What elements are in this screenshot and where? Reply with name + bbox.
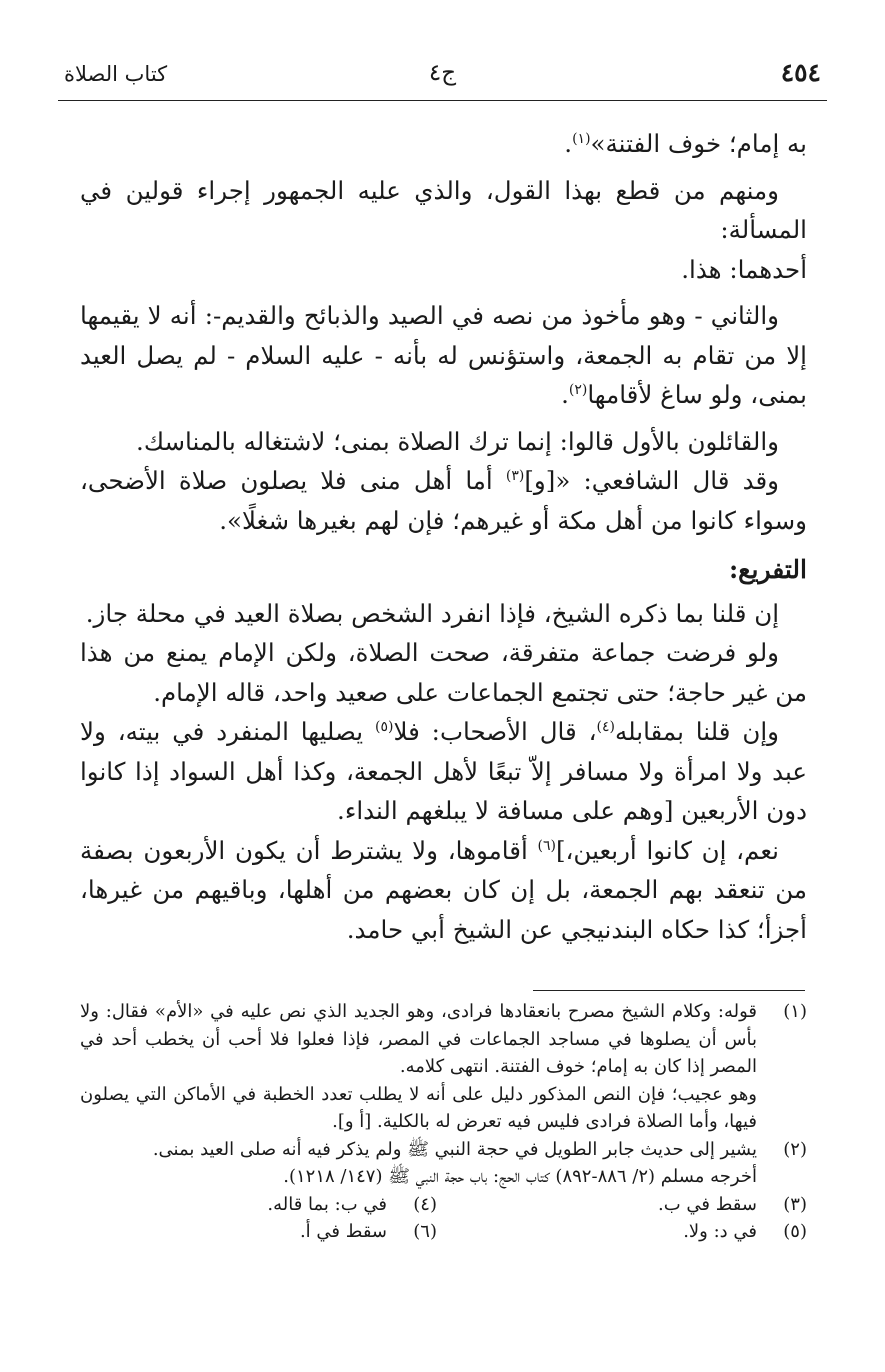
footnote-number: (٦) [413, 1221, 437, 1242]
footnote-text: وهو عجيب؛ فإن النص المذكور دليل على أنه لا يطلب تعدد الخطبة في الأماكن التي يصلون فيها، وأما الصلاة فرادى فليس فيه تعرض له بالكلية. [أ و]. [80, 1083, 757, 1132]
paragraph: إن قلنا بما ذكره الشيخ، فإذا انفرد الشخص بصلاة العيد في محلة جاز. [85, 598, 779, 628]
paragraph: به إمام؛ خوف الفتنة»$^{(١)}$. [564, 129, 807, 158]
paragraph: وإن قلنا بمقابله$^{(٤)}$، قال الأصحاب: فلا$^{(٥)}$ يصليها المنفرد في بيته، ولا عبد ولا امرأة ولا مسافر إلاّ تبعًا لأهل الجمعة، وكذا أهل السواد إذا كانوا دون الأربعين [وهم على مسافة لا يبلغهم النداء. [80, 717, 807, 825]
footnote-number: (٤) [413, 1193, 437, 1215]
footnotes [80, 998, 807, 1246]
footnote-4 [267, 1191, 437, 1219]
footnote-ref[interactable]: (٢) [568, 381, 588, 398]
footnote-ref[interactable]: (٣) [505, 467, 525, 484]
footnote-1 [80, 998, 807, 1136]
footnote-ref[interactable]: (١) [572, 130, 591, 147]
footnote-3 [658, 1191, 807, 1219]
paragraph: والثاني - وهو مأخوذ من نصه في الصيد والذبائح والقديم-: أنه لا يقيمها إلا من تقام به الجمعة، واستؤنس له بأنه - عليه السلام - لم يصل العيد بمنى، ولو ساغ لأقامها$^{(٢)}$. [80, 301, 807, 409]
footnote-row [80, 1218, 807, 1246]
footnote-number: (١) [783, 1001, 807, 1022]
header-rule [58, 100, 827, 101]
footnote-row [80, 1191, 807, 1219]
paragraph: ومنهم من قطع بهذا القول، والذي عليه الجمهور إجراء قولين في المسألة: [80, 175, 807, 244]
main-text [80, 124, 807, 949]
paragraph: ولو فرضت جماعة متفرقة، صحت الصلاة، ولكن الإمام يمنع من هذا من غير حاجة؛ حتى تجتمع الجماعات على صعيد واحد، قاله الإمام. [80, 638, 807, 707]
book-title: كتاب الصلاة [64, 62, 168, 86]
footnote-2 [80, 1136, 807, 1191]
page-header [58, 58, 827, 98]
footnote-text: سقط في أ. [299, 1221, 387, 1242]
footnote-text: أخرجه مسلم (٢/ ٨٨٦-٨٩٢) كتاب الحج: باب حجة النبي ﷺ (١٤٧/ ١٢١٨). [283, 1166, 757, 1187]
footnote-number: (٥) [783, 1221, 807, 1242]
volume-label: ج٤ [428, 60, 457, 86]
footnote-text: يشير إلى حديث جابر الطويل في حجة النبي ﷺ ولم يذكر فيه أنه صلى العيد بمنى. [152, 1138, 757, 1160]
footnote-ref[interactable]: (٦) [537, 837, 556, 854]
paragraph: نعم، إن كانوا أربعين،]$^{(٦)}$ أقاموها، ولا يشترط أن يكون الأربعون بصفة من تنعقد بهم الجمعة، بل إن كان بعضهم من أهلها، وباقيهم من غيرها، أجزأ؛ كذا حكاه البندنيجي عن الشيخ أبي حامد. [80, 835, 807, 944]
footnote-text: سقط في ب. [658, 1193, 757, 1215]
footnote-text: في د: ولا. [683, 1221, 757, 1242]
paragraph: وقد قال الشافعي: «[و]$^{(٣)}$ أما أهل منى فلا يصلون صلاة الأضحى، وسواء كانوا من أهل مكة أو غيرهم؛ فإن لهم بغيرها شغلًا». [80, 466, 807, 535]
page-number: ٤٥٤ [780, 58, 821, 87]
footnote-5 [683, 1218, 807, 1246]
paragraph: أحدهما: هذا. [681, 254, 807, 284]
footnote-text: قوله: وكلام الشيخ مصرح بانعقادها فرادى، وهو الجديد الذي نص عليه في «الأم» فقال: ولا بأس أن يصلوها في مساجد الجماعات في المصر، فإذا فعلوا فلا أحب أن يخطب أحد في المصر إذا كان به إمام؛ خوف الفتنة. انتهى كلامه. [80, 1001, 757, 1077]
footnote-number: (٣) [783, 1193, 807, 1215]
paragraph: والقائلون بالأول قالوا: إنما ترك الصلاة بمنى؛ لاشتغاله بالمناسك. [136, 426, 779, 456]
footnote-ref[interactable]: (٤) [596, 718, 615, 735]
footnote-text: في ب: بما قاله. [267, 1193, 387, 1215]
footnote-number: (٢) [783, 1138, 807, 1160]
footnote-6 [300, 1218, 437, 1246]
footnote-ref[interactable]: (٥) [375, 718, 394, 735]
footnote-rule [533, 990, 805, 991]
section-heading: التفريع: [728, 555, 807, 584]
